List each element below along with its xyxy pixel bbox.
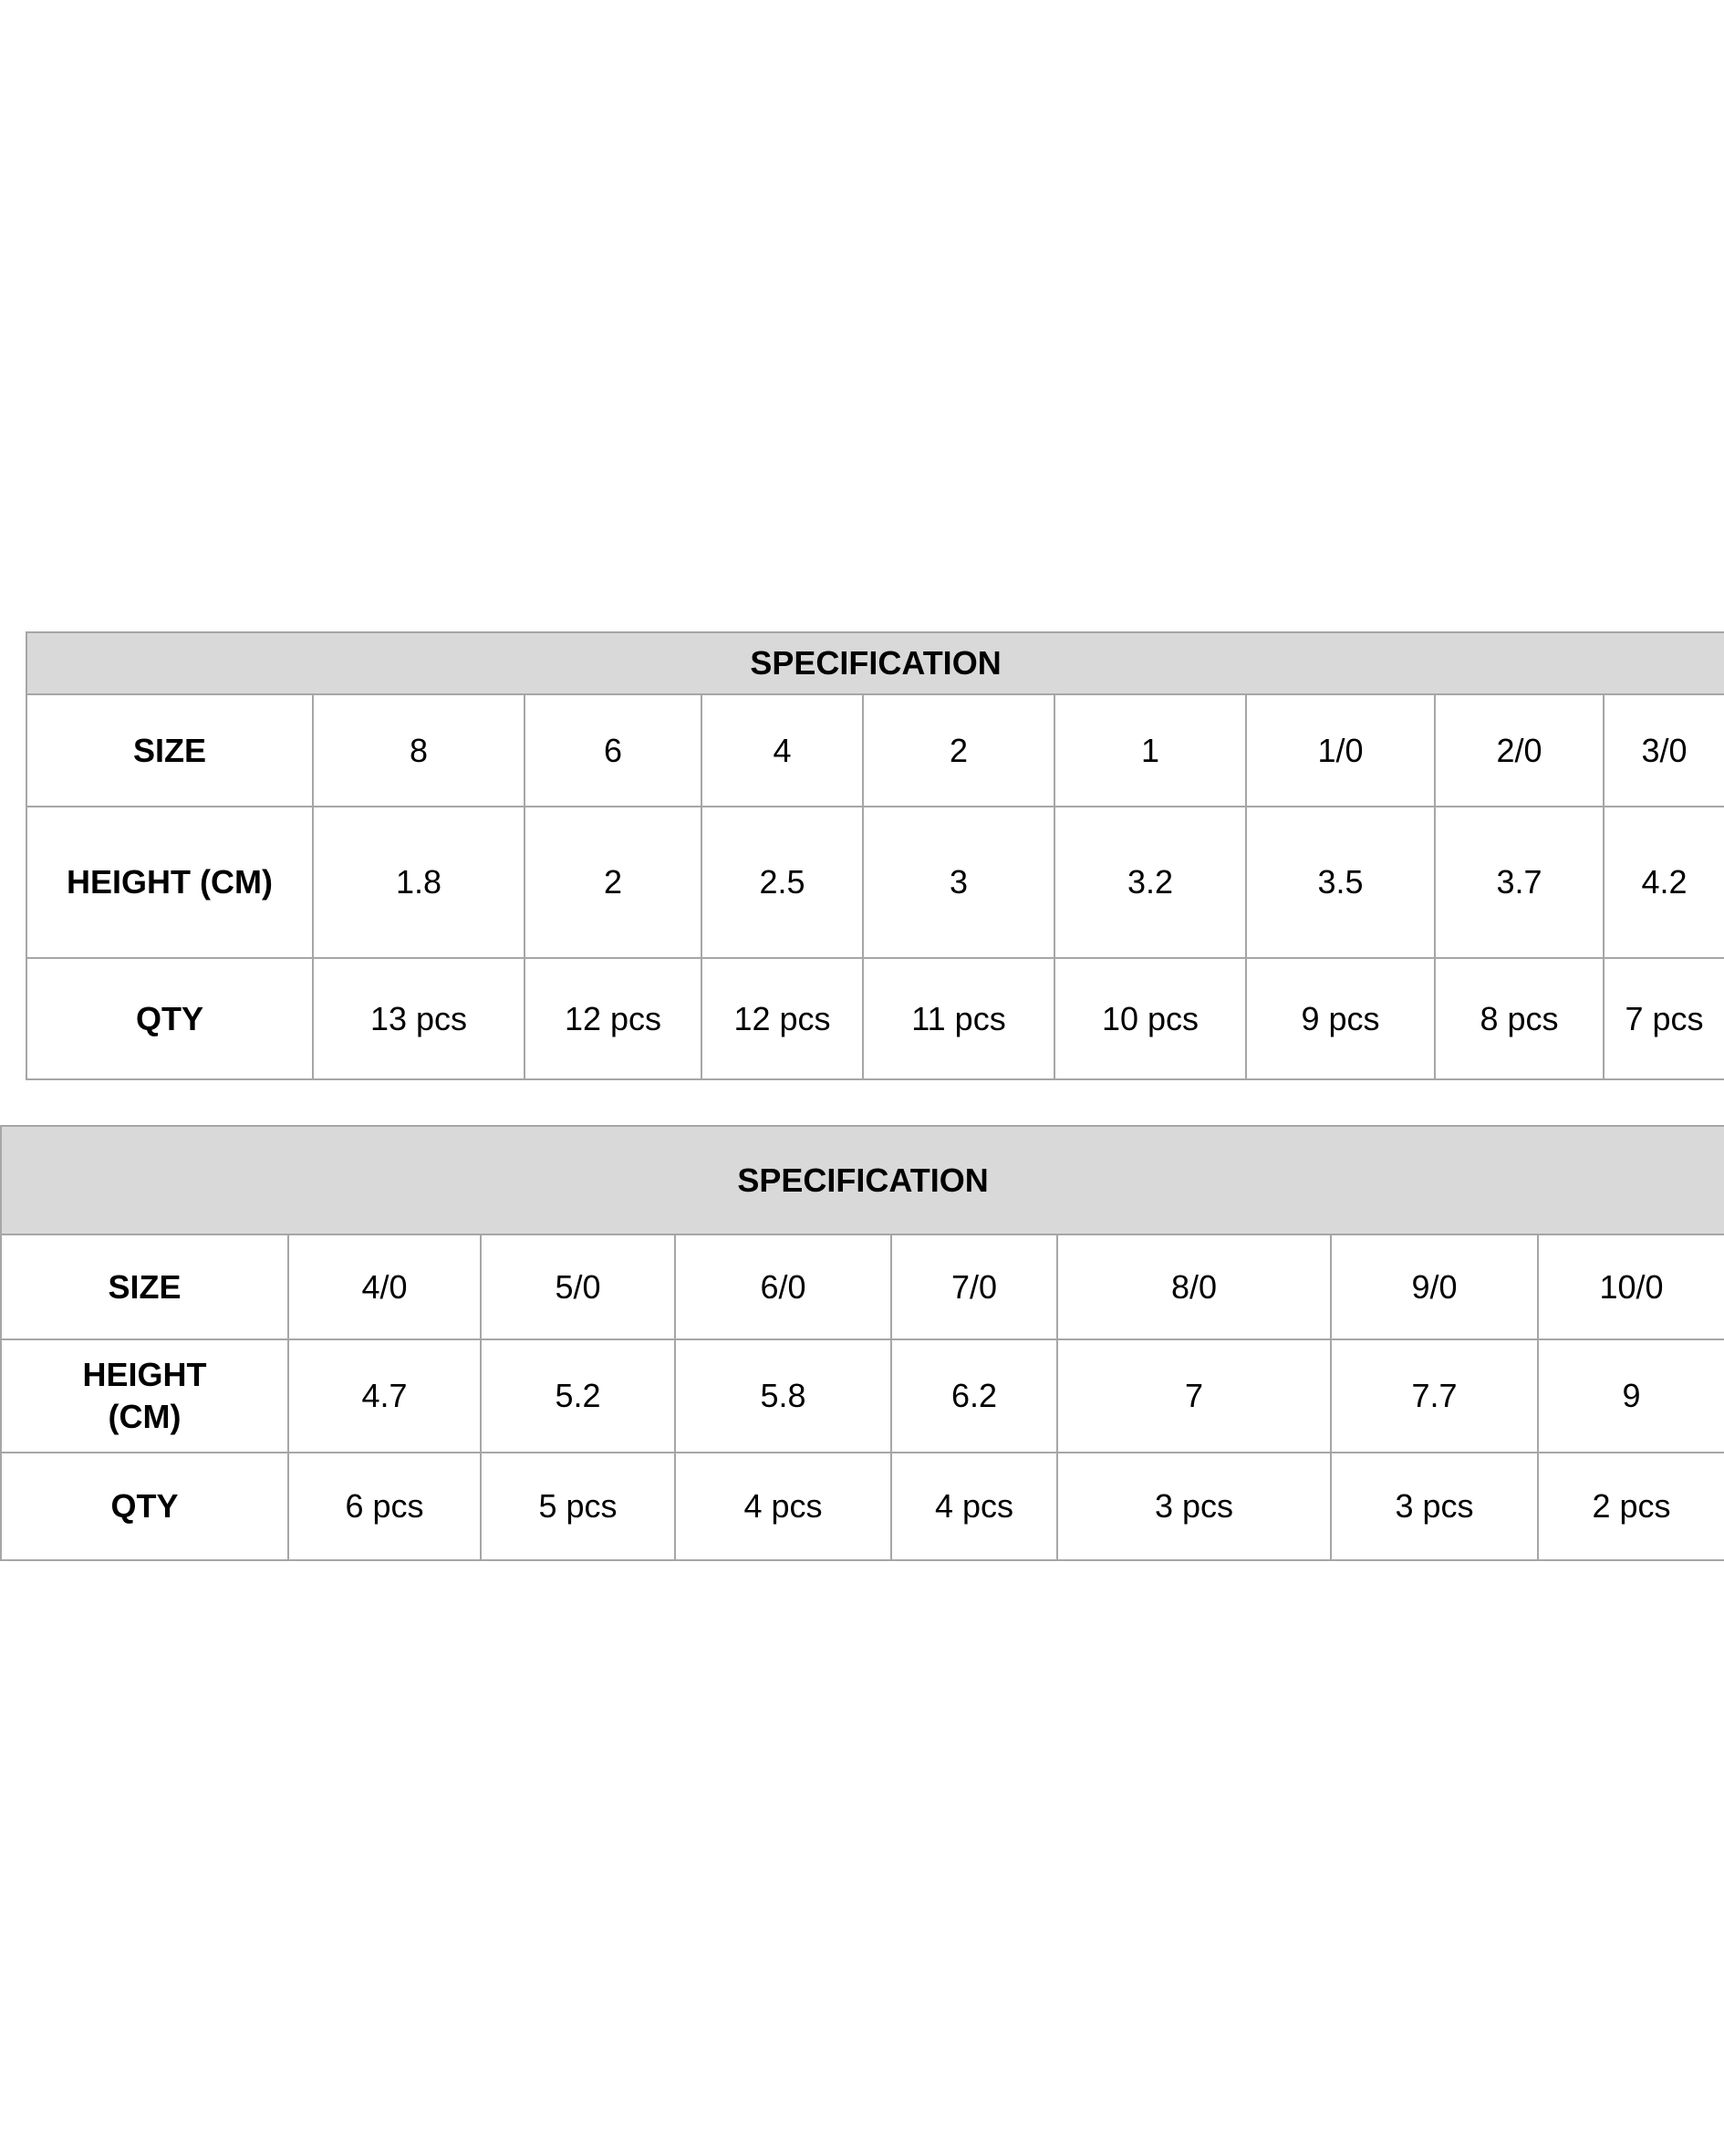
table-cell: 5/0 bbox=[481, 1234, 675, 1339]
table-cell: 4 bbox=[701, 694, 863, 807]
specification-table-2 bbox=[0, 1125, 1724, 1561]
table-cell: 4/0 bbox=[288, 1234, 481, 1339]
table-cell: 5 pcs bbox=[481, 1453, 675, 1560]
table-cell: 2.5 bbox=[701, 807, 863, 958]
row-label-height: HEIGHT (CM) bbox=[1, 1339, 288, 1453]
table-cell: 5.8 bbox=[675, 1339, 891, 1453]
table-cell: 7 bbox=[1057, 1339, 1331, 1453]
table-row bbox=[26, 694, 1724, 807]
row-label-qty: QTY bbox=[26, 958, 313, 1079]
table-cell: 8 bbox=[313, 694, 524, 807]
table-cell: 1.8 bbox=[313, 807, 524, 958]
table-cell: 11 pcs bbox=[863, 958, 1054, 1079]
table-row bbox=[26, 807, 1724, 958]
table-cell: 3.2 bbox=[1054, 807, 1246, 958]
table-cell: 9/0 bbox=[1331, 1234, 1538, 1339]
table-cell: 2 pcs bbox=[1538, 1453, 1724, 1560]
row-label-size: SIZE bbox=[1, 1234, 288, 1339]
table-cell: 2 bbox=[863, 694, 1054, 807]
row-label-size: SIZE bbox=[26, 694, 313, 807]
table-row bbox=[1, 1453, 1724, 1560]
table-cell: 3.5 bbox=[1246, 807, 1435, 958]
table-cell: 12 pcs bbox=[701, 958, 863, 1079]
table-title: SPECIFICATION bbox=[1, 1126, 1724, 1234]
table-row bbox=[1, 1234, 1724, 1339]
table-cell: 3.7 bbox=[1435, 807, 1604, 958]
table-cell: 3/0 bbox=[1604, 694, 1724, 807]
table-cell: 8 pcs bbox=[1435, 958, 1604, 1079]
table-cell: 12 pcs bbox=[524, 958, 701, 1079]
table-cell: 7/0 bbox=[891, 1234, 1057, 1339]
table-title: SPECIFICATION bbox=[26, 632, 1724, 694]
table-cell: 9 pcs bbox=[1246, 958, 1435, 1079]
table-cell: 9 bbox=[1538, 1339, 1724, 1453]
table-cell: 6 pcs bbox=[288, 1453, 481, 1560]
table-cell: 4.7 bbox=[288, 1339, 481, 1453]
table-cell: 6/0 bbox=[675, 1234, 891, 1339]
table-cell: 7.7 bbox=[1331, 1339, 1538, 1453]
table-cell: 4.2 bbox=[1604, 807, 1724, 958]
table-cell: 10 pcs bbox=[1054, 958, 1246, 1079]
table-cell: 6 bbox=[524, 694, 701, 807]
table-cell: 10/0 bbox=[1538, 1234, 1724, 1339]
table-cell: 6.2 bbox=[891, 1339, 1057, 1453]
table-cell: 3 pcs bbox=[1057, 1453, 1331, 1560]
table-cell: 5.2 bbox=[481, 1339, 675, 1453]
row-label-height: HEIGHT (CM) bbox=[26, 807, 313, 958]
table-cell: 4 pcs bbox=[675, 1453, 891, 1560]
table-cell: 1 bbox=[1054, 694, 1246, 807]
table-cell: 13 pcs bbox=[313, 958, 524, 1079]
table-cell: 3 bbox=[863, 807, 1054, 958]
table-cell: 2 bbox=[524, 807, 701, 958]
table-cell: 3 pcs bbox=[1331, 1453, 1538, 1560]
table-row bbox=[26, 958, 1724, 1079]
table-cell: 8/0 bbox=[1057, 1234, 1331, 1339]
specification-table-1 bbox=[26, 631, 1724, 1080]
table-cell: 7 pcs bbox=[1604, 958, 1724, 1079]
table-cell: 4 pcs bbox=[891, 1453, 1057, 1560]
table-cell: 2/0 bbox=[1435, 694, 1604, 807]
table-row bbox=[1, 1339, 1724, 1453]
row-label-qty: QTY bbox=[1, 1453, 288, 1560]
table-cell: 1/0 bbox=[1246, 694, 1435, 807]
